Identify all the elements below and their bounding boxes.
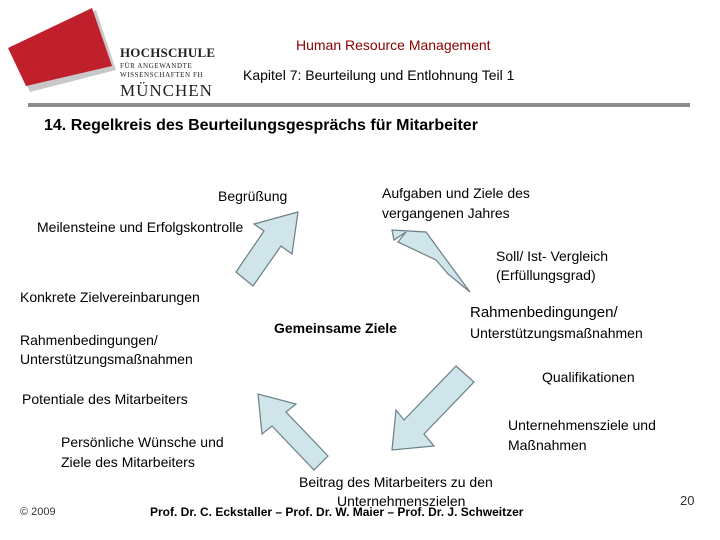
logo-line-4: MÜNCHEN <box>120 81 213 100</box>
course-title: Human Resource Management <box>296 37 491 53</box>
logo-line-1: HOCHSCHULE <box>120 45 216 60</box>
label-wuensche-line-1: Persönliche Wünsche und <box>61 434 224 450</box>
label-wuensche-line-2: Ziele des Mitarbeiters <box>61 454 195 470</box>
label-aufgaben-line-2: vergangenen Jahres <box>382 205 510 221</box>
label-unternehmensziele-line-2: Maßnahmen <box>508 437 587 453</box>
label-rahmen-right-line-2: Unterstützungsmaßnahmen <box>470 325 643 341</box>
cycle-arrow-top-right-icon <box>392 230 470 292</box>
label-beitrag-line-1: Beitrag des Mitarbeiters zu den <box>299 474 493 490</box>
chapter-title: Kapitel 7: Beurteilung und Entlohnung Teil 1 <box>243 67 515 83</box>
logo-line-3: WISSENSCHAFTEN FH <box>120 71 204 79</box>
page-number: 20 <box>680 493 695 508</box>
slide-heading: 14. Regelkreis des Beurteilungsgesprächs für Mitarbeiter <box>44 117 478 134</box>
center-label: Gemeinsame Ziele <box>274 320 397 336</box>
cycle-arrow-right-icon <box>392 366 474 450</box>
label-meilensteine: Meilensteine und Erfolgskontrolle <box>37 219 244 235</box>
label-qualifikationen: Qualifikationen <box>542 369 635 385</box>
cycle-arrow-bottom-left-icon <box>258 394 328 470</box>
label-konkrete-zielvereinbarungen: Konkrete Zielvereinbarungen <box>20 289 200 305</box>
label-begruessung: Begrüßung <box>218 188 288 204</box>
copyright: © 2009 <box>20 506 56 518</box>
footer-authors: Prof. Dr. C. Eckstaller – Prof. Dr. W. Maier – Prof. Dr. J. Schweitzer <box>150 505 524 519</box>
logo-line-2: FÜR ANGEWANDTE <box>120 62 193 70</box>
label-aufgaben-line-1: Aufgaben und Ziele des <box>382 185 530 201</box>
label-rahmen-left-line-1: Rahmenbedingungen/ <box>20 332 158 348</box>
label-soll-ist-line-2: (Erfüllungsgrad) <box>496 267 596 283</box>
label-beitrag-line-2: Unternehmenszielen <box>337 493 466 509</box>
cycle-arrow-top-left-icon <box>236 212 298 286</box>
label-rahmen-left-line-2: Unterstützungsmaßnahmen <box>20 351 193 367</box>
label-unternehmensziele-line-1: Unternehmensziele und <box>508 417 656 433</box>
label-potentiale: Potentiale des Mitarbeiters <box>22 391 188 407</box>
label-soll-ist-line-1: Soll/ Ist- Vergleich <box>496 248 609 264</box>
label-rahmen-right-line-1: Rahmenbedingungen/ <box>470 304 618 321</box>
